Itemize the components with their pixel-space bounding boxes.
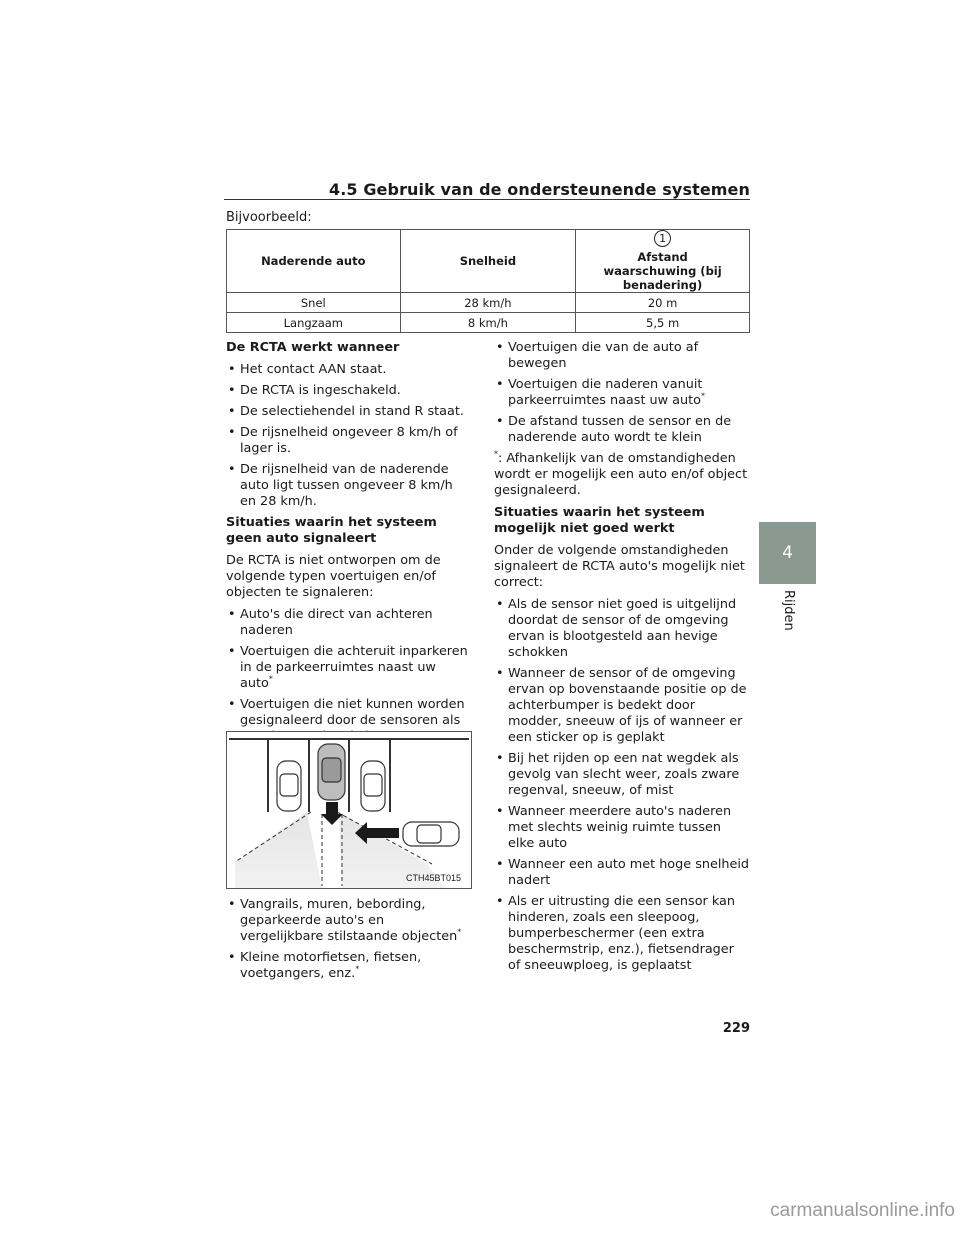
heading-rcta-works: De RCTA werkt wanneer [226, 340, 400, 355]
table-cell: 5,5 m [576, 313, 750, 333]
distance-table [226, 229, 750, 333]
list-item: • Kleine motorfietsen, fietsen, voetgangers, enz.* [226, 950, 470, 982]
list-item: • Het contact AAN staat. [226, 362, 470, 378]
list-item: • De rijsnelheid ongeveer 8 km/h of lager is. [226, 425, 470, 457]
figure-code: CTH45BT015 [405, 873, 461, 883]
header-cell-text: Afstand waarschuwing (bij benadering) [603, 250, 722, 292]
footnote-mark: * [268, 674, 273, 684]
list-item: • Voertuigen die naderen vanuit parkeerruimtes naast uw auto* [494, 377, 750, 409]
left-column-lower [226, 897, 470, 987]
list-item: • Wanneer een auto met hoge snelheid nadert [494, 857, 750, 889]
footnote-mark: * [355, 964, 360, 974]
chapter-label: Rijden [781, 590, 796, 631]
paragraph: Onder de volgende omstandigheden signaleert de RCTA auto's mogelijk niet correct: [494, 543, 745, 590]
list-item: • Voertuigen die van de auto af bewegen [494, 340, 750, 372]
section-title: 4.5 Gebruik van de ondersteunende systemen [329, 180, 750, 199]
paragraph: De RCTA is niet ontworpen om de volgende typen voertuigen en/of objecten te signaleren: [226, 553, 441, 600]
parked-car-right [361, 761, 385, 811]
footnote: *: Afhankelijk van de omstandigheden wordt er mogelijk een auto en/of object gesignaleerd. [494, 449, 748, 498]
list-item: • De rijsnelheid van de naderende auto ligt tussen ongeveer 8 km/h en 28 km/h. [226, 462, 470, 510]
list-item: • Wanneer de sensor of de omgeving ervan op bovenstaande positie op de achterbumper is bedekt door modder, sneeuw of ijs of wanneer er een sticker op is geplakt [494, 666, 750, 746]
list-item: • Bij het rijden op een nat wegdek als gevolg van slecht weer, zoals zware regenval, sneeuw, of mist [494, 751, 750, 799]
table-row [227, 313, 750, 333]
malfunction-list [494, 597, 750, 974]
left-column [226, 340, 470, 750]
table-cell: 8 km/h [400, 313, 576, 333]
stationary-objects-list [226, 897, 470, 982]
table-cell: Snel [227, 293, 401, 313]
heading-may-not-work: Situaties waarin het systeem mogelijk niet goed werkt [494, 505, 705, 536]
approaching-car [403, 822, 459, 846]
table-cell: 28 km/h [400, 293, 576, 313]
rcta-diagram [227, 732, 471, 888]
chapter-tab: 4 [759, 522, 816, 584]
list-item: • Auto's die direct van achteren naderen [226, 607, 470, 639]
not-detected-list [226, 607, 470, 745]
list-item: • Voertuigen die achteruit inparkeren in de parkeerruimtes naast uw auto* [226, 644, 470, 692]
conditions-list [226, 362, 470, 510]
table-row [227, 293, 750, 313]
table-cell: Langzaam [227, 313, 401, 333]
intro-text: Bijvoorbeeld: [226, 210, 312, 225]
list-item: • De selectiehendel in stand R staat. [226, 404, 470, 420]
parked-car-left [277, 761, 301, 811]
callout-circle-icon: 1 [654, 230, 671, 247]
table-header-row [227, 230, 750, 293]
own-car [318, 744, 345, 800]
list-item: • Vangrails, muren, bebording, geparkeerde auto's en vergelijkbare stilstaande objecten* [226, 897, 470, 945]
right-column [494, 340, 750, 979]
header-cell: Naderende auto [227, 230, 401, 293]
header-rule [224, 199, 750, 200]
list-item: • Als er uitrusting die een sensor kan hinderen, zoals een sleepoog, bumperbeschermer (een extra beschermstrip, enz.), fietsendrager of sneeuwploeg, is geplaatst [494, 894, 750, 974]
vehicles-list [494, 340, 750, 446]
footnote-mark: * [457, 927, 462, 937]
parking-illustration [226, 731, 472, 889]
heading-not-detected: Situaties waarin het systeem geen auto signaleert [226, 515, 437, 546]
list-item: • Wanneer meerdere auto's naderen met slechts weinig ruimte tussen elke auto [494, 804, 750, 852]
page-number: 229 [722, 1021, 750, 1036]
footnote-mark: * [700, 391, 705, 401]
table-cell: 20 m [576, 293, 750, 313]
list-item: • Voertuigen die niet kunnen worden gesignaleerd door de sensoren als [226, 697, 470, 745]
watermark: carmanualsonline.info [770, 1200, 955, 1221]
list-item: • Als de sensor niet goed is uitgelijnd doordat de sensor of de omgeving ervan is blootgesteld aan hevige schokken [494, 597, 750, 661]
list-item: • De afstand tussen de sensor en de naderende auto wordt te klein [494, 414, 750, 446]
list-item: • De RCTA is ingeschakeld. [226, 383, 470, 399]
header-cell-distance [576, 230, 750, 293]
header-cell: Snelheid [400, 230, 576, 293]
